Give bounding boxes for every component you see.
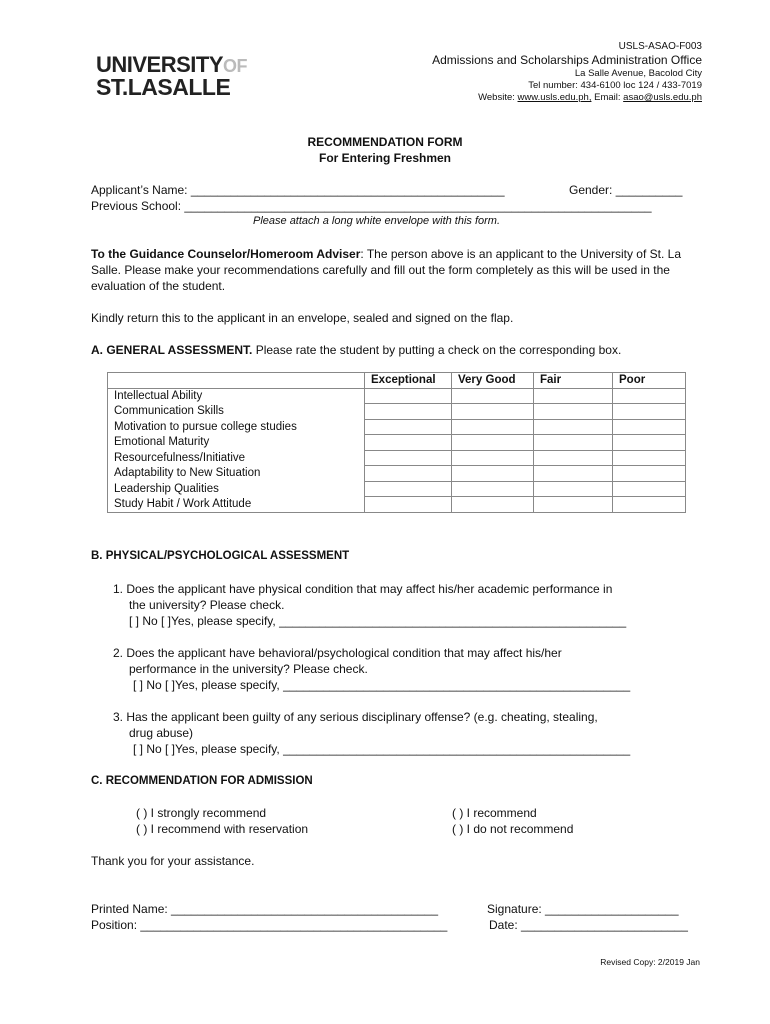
assessment-table: [107, 372, 686, 513]
rating-cell[interactable]: [365, 435, 452, 451]
rating-cell[interactable]: [365, 450, 452, 466]
question-1: 1. Does the applicant have physical condition that may affect his/her academic performance in: [113, 582, 613, 596]
rating-cell[interactable]: [534, 481, 613, 497]
table-corner-cell: [108, 373, 365, 389]
website-link[interactable]: www.usls.edu.ph,: [517, 92, 592, 103]
rating-cell[interactable]: [365, 497, 452, 513]
question-2: 2. Does the applicant have behavioral/psychological condition that may affect his/her: [113, 646, 562, 660]
rating-cell[interactable]: [534, 435, 613, 451]
rating-cell[interactable]: [534, 388, 613, 404]
col-poor: Poor: [613, 373, 686, 389]
table-header-row: [108, 373, 686, 389]
logo-university: UNIVERSITYOF: [96, 52, 248, 77]
office-address: La Salle Avenue, Bacolod City: [574, 68, 702, 79]
rating-cell[interactable]: [452, 435, 534, 451]
question-2-cont: performance in the university? Please check.: [129, 662, 368, 676]
question-3: 3. Has the applicant been guilty of any serious disciplinary offense? (e.g. cheating, stealing,: [113, 710, 598, 724]
intro-paragraph: To the Guidance Counselor/Homeroom Adviser: The person above is an applicant to the University of St. La Salle. Please make your recommendations carefully and fill out the form completely as this will be used in the evaluation of the student.: [91, 247, 682, 293]
section-c-heading: C. RECOMMENDATION FOR ADMISSION: [91, 775, 313, 787]
office-name: Admissions and Scholarships Administration Office: [432, 53, 702, 67]
rating-cell[interactable]: [613, 435, 686, 451]
col-fair: Fair: [534, 373, 613, 389]
question-1-options[interactable]: [ ] No [ ]Yes, please specify, ____________________________________________________: [129, 614, 627, 628]
office-tel: Tel number: 434-6100 loc 124 / 433-7019: [528, 80, 702, 91]
section-b-heading: B. PHYSICAL/PSYCHOLOGICAL ASSESSMENT: [91, 550, 350, 562]
table-row: Motivation to pursue college studies: [108, 419, 686, 435]
question-2-options[interactable]: [ ] No [ ]Yes, please specify, ____________________________________________________: [133, 678, 631, 692]
thank-you-note: Thank you for your assistance.: [91, 854, 255, 868]
table-row: Leadership Qualities: [108, 481, 686, 497]
table-row: Communication Skills: [108, 404, 686, 420]
option-do-not-recommend[interactable]: ( ) I do not recommend: [452, 822, 574, 836]
logo-of: OF: [223, 56, 248, 76]
option-recommend-reservation[interactable]: ( ) I recommend with reservation: [136, 822, 309, 836]
col-very-good: Very Good: [452, 373, 534, 389]
table-row: Resourcefulness/Initiative: [108, 450, 686, 466]
signature-field[interactable]: Signature: ____________________: [487, 902, 679, 916]
gender-field[interactable]: Gender: __________: [569, 183, 683, 197]
rating-cell[interactable]: [613, 450, 686, 466]
rating-cell[interactable]: [534, 466, 613, 482]
rating-cell[interactable]: [452, 481, 534, 497]
revision-footer: Revised Copy: 2/2019 Jan: [600, 957, 700, 967]
rating-cell[interactable]: [613, 497, 686, 513]
rating-cell[interactable]: [534, 419, 613, 435]
table-row: Emotional Maturity: [108, 435, 686, 451]
rating-cell[interactable]: [613, 419, 686, 435]
question-3-options[interactable]: [ ] No [ ]Yes, please specify, ____________________________________________________: [133, 742, 631, 756]
return-note: Kindly return this to the applicant in an envelope, sealed and signed on the flap.: [91, 311, 514, 325]
rating-cell[interactable]: [452, 404, 534, 420]
envelope-note: Please attach a long white envelope with this form.: [253, 215, 501, 227]
rating-cell[interactable]: [613, 466, 686, 482]
option-recommend[interactable]: ( ) I recommend: [452, 806, 537, 820]
form-subtitle: For Entering Freshmen: [318, 151, 452, 165]
rating-cell[interactable]: [613, 481, 686, 497]
form-title: RECOMMENDATION FORM: [307, 135, 463, 149]
rating-cell[interactable]: [534, 404, 613, 420]
rating-cell[interactable]: [613, 388, 686, 404]
position-field[interactable]: Position: ______________________________________________: [91, 918, 448, 932]
rating-cell[interactable]: [452, 388, 534, 404]
option-strongly-recommend[interactable]: ( ) I strongly recommend: [136, 806, 267, 820]
email-link[interactable]: asao@usls.edu.ph: [623, 92, 702, 103]
question-1-cont: the university? Please check.: [129, 598, 285, 612]
rating-cell[interactable]: [365, 466, 452, 482]
date-field[interactable]: Date: _________________________: [489, 918, 688, 932]
rating-cell[interactable]: [613, 404, 686, 420]
rating-cell[interactable]: [365, 404, 452, 420]
rating-cell[interactable]: [534, 450, 613, 466]
logo-st-lasalle: ST.LASALLE: [96, 74, 231, 100]
rating-cell[interactable]: [365, 481, 452, 497]
section-a-heading: A. GENERAL ASSESSMENT. Please rate the student by putting a check on the corresponding box.: [91, 343, 622, 357]
col-exceptional: Exceptional: [365, 373, 452, 389]
rating-cell[interactable]: [452, 466, 534, 482]
applicant-name-field[interactable]: Applicant’s Name: _______________________________________________: [91, 183, 505, 197]
rating-cell[interactable]: [452, 419, 534, 435]
table-row: Study Habit / Work Attitude: [108, 497, 686, 513]
rating-cell[interactable]: [365, 419, 452, 435]
form-code: USLS-ASAO-F003: [618, 41, 702, 52]
rating-cell[interactable]: [452, 497, 534, 513]
previous-school-field[interactable]: Previous School: ______________________________________________________________________: [91, 199, 652, 213]
table-row: Adaptability to New Situation: [108, 466, 686, 482]
table-row: Intellectual Ability: [108, 388, 686, 404]
printed-name-field[interactable]: Printed Name: ________________________________________: [91, 902, 438, 916]
question-3-cont: drug abuse): [129, 726, 194, 740]
rating-cell[interactable]: [534, 497, 613, 513]
rating-cell[interactable]: [452, 450, 534, 466]
rating-cell[interactable]: [365, 388, 452, 404]
office-web: Website: www.usls.edu.ph, Email: asao@usls.edu.ph: [478, 92, 702, 103]
